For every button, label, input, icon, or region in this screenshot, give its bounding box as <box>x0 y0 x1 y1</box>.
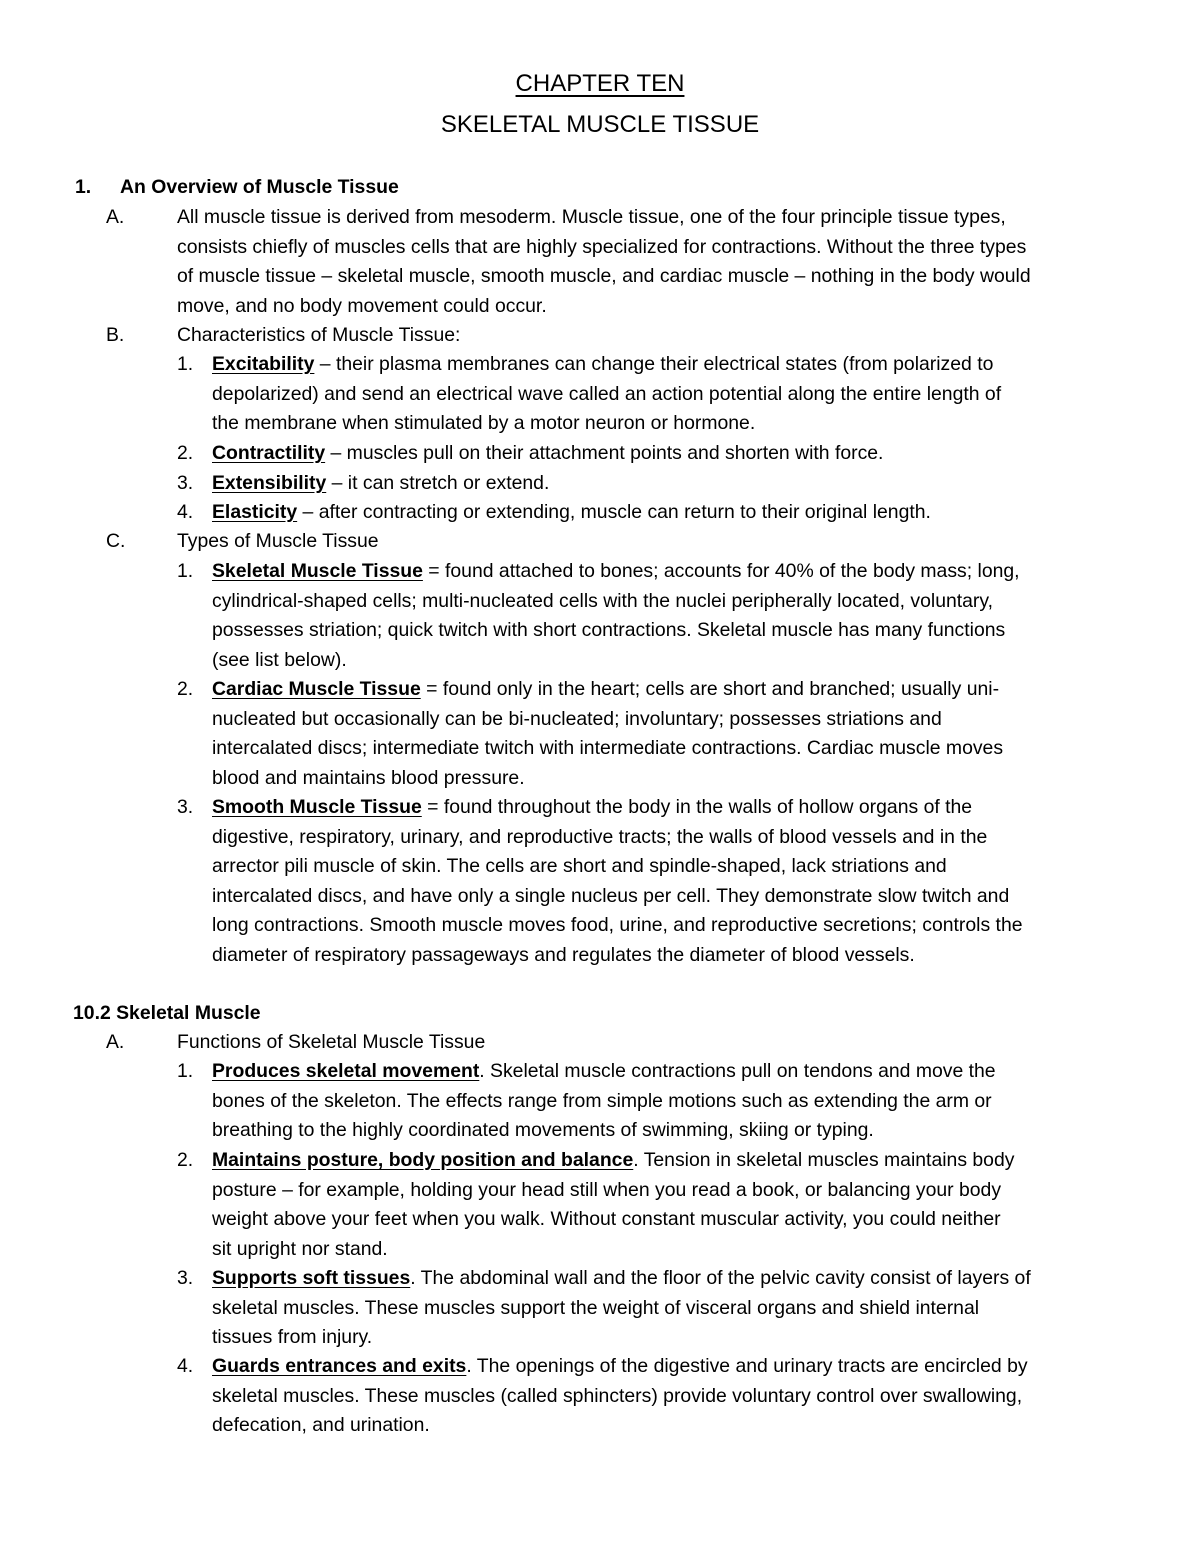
term: Produces skeletal movement <box>212 1060 480 1082</box>
list-number: 2. <box>177 1149 194 1171</box>
term: Elasticity <box>212 501 298 523</box>
text-line: diameter of respiratory passageways and regulates the diameter of blood vessels. <box>212 943 915 966</box>
section-heading: An Overview of Muscle Tissue <box>120 176 399 198</box>
list-item-text <box>212 1352 1028 1441</box>
definition: – after contracting or extending, muscle can return to their original length. <box>297 501 931 523</box>
definition: = found throughout the body in the walls of hollow organs of the <box>421 796 973 818</box>
text-line: All muscle tissue is derived from mesoderm. Muscle tissue, one of the four principle tissue types, <box>177 206 1006 228</box>
section-number: 1. <box>75 176 92 198</box>
text-line: intercalated discs, and have only a single nucleus per cell. They demonstrate slow twitch and <box>212 884 1010 907</box>
text-line: breathing to the highly coordinated movements of swimming, skiing or typing. <box>212 1119 874 1141</box>
outline-letter: B. <box>106 324 125 346</box>
text-line: blood and maintains blood pressure. <box>212 766 525 789</box>
text-line: depolarized) and send an electrical wave called an action potential along the entire length of <box>212 382 1002 405</box>
list-item-text <box>212 557 1020 675</box>
text-line: skeletal muscles. These muscles support the weight of visceral organs and shield internal <box>212 1296 980 1319</box>
list-number: 2. <box>177 442 194 464</box>
term: Smooth Muscle Tissue <box>212 796 422 818</box>
text-line: skeletal muscles. These muscles (called sphincters) provide voluntary control over swallowing, <box>212 1384 1023 1407</box>
definition: . The openings of the digestive and urinary tracts are encircled by <box>466 1355 1028 1377</box>
text-line: consists chiefly of muscles cells that are highly specialized for contractions. Without the three types <box>177 235 1027 258</box>
list-item-text <box>212 350 1001 439</box>
list-number: 4. <box>177 1355 194 1377</box>
text-line: weight above your feet when you walk. Without constant muscular activity, you could neither <box>212 1208 1001 1230</box>
term: Supports soft tissues <box>212 1267 411 1289</box>
outline-letter: A. <box>106 1031 125 1053</box>
list-item-text <box>212 439 883 469</box>
subsection-heading: Types of Muscle Tissue <box>177 530 379 552</box>
text-line: sit upright nor stand. <box>212 1237 388 1260</box>
text-line: move, and no body movement could occur. <box>177 294 547 317</box>
definition: . The abdominal wall and the floor of the pelvic cavity consist of layers of <box>410 1267 1031 1289</box>
text-line: defecation, and urination. <box>212 1414 430 1436</box>
list-item-text <box>212 675 1003 793</box>
definition: = found attached to bones; accounts for 40% of the body mass; long, <box>422 560 1020 582</box>
definition: – it can stretch or extend. <box>326 472 550 494</box>
text-line: nucleated but occasionally can be bi-nucleated; involuntary; possesses striations and <box>212 707 942 730</box>
list-number: 2. <box>177 678 194 700</box>
paragraph <box>177 203 1031 321</box>
text-line: tissues from injury. <box>212 1326 373 1348</box>
list-item-text <box>212 1146 1014 1264</box>
text-line: bones of the skeleton. The effects range from simple motions such as extending the arm or <box>212 1089 992 1112</box>
list-item-text <box>212 469 549 499</box>
text-line: (see list below). <box>212 648 347 671</box>
text-line: posture – for example, holding your head still when you read a book, or balancing your body <box>212 1178 1002 1201</box>
list-number: 3. <box>177 796 194 818</box>
list-number: 1. <box>177 353 194 375</box>
term: Skeletal Muscle Tissue <box>212 560 423 582</box>
subsection-heading: Functions of Skeletal Muscle Tissue <box>177 1031 486 1053</box>
list-number: 1. <box>177 560 194 582</box>
text-line: possesses striation; quick twitch with short contractions. Skeletal muscle has many functions <box>212 619 1006 641</box>
chapter-subtitle: SKELETAL MUSCLE TISSUE <box>440 111 760 138</box>
list-number: 1. <box>177 1060 194 1082</box>
list-number: 3. <box>177 1267 194 1289</box>
term: Excitability <box>212 353 315 375</box>
outline-letter: C. <box>106 530 126 552</box>
list-item-text <box>212 1264 1031 1353</box>
text-line: digestive, respiratory, urinary, and reproductive tracts; the walls of blood vessels and in the <box>212 825 988 848</box>
text-line: the membrane when stimulated by a motor neuron or hormone. <box>212 412 756 434</box>
definition: . Tension in skeletal muscles maintains body <box>633 1149 1015 1171</box>
text-line: of muscle tissue – skeletal muscle, smooth muscle, and cardiac muscle – nothing in the body would <box>177 265 1031 287</box>
definition: . Skeletal muscle contractions pull on tendons and move the <box>479 1060 996 1082</box>
list-item-text <box>212 793 1023 970</box>
list-item-text <box>212 498 931 528</box>
outline-letter: A. <box>106 206 125 228</box>
term: Cardiac Muscle Tissue <box>212 678 421 700</box>
term: Guards entrances and exits <box>212 1355 467 1377</box>
list-number: 3. <box>177 472 194 494</box>
text-line: cylindrical-shaped cells; multi-nucleated cells with the nuclei peripherally located, voluntary, <box>212 589 994 612</box>
text-line: long contractions. Smooth muscle moves food, urine, and reproductive secretions; controls the <box>212 914 1023 936</box>
definition: – their plasma membranes can change their electrical states (from polarized to <box>314 353 994 375</box>
term: Extensibility <box>212 472 327 494</box>
text-line: intercalated discs; intermediate twitch with intermediate contractions. Cardiac muscle moves <box>212 737 1004 759</box>
list-item-text <box>212 1057 996 1146</box>
chapter-title: CHAPTER TEN <box>515 70 685 97</box>
text-line: arrector pili muscle of skin. The cells are short and spindle-shaped, lack striations and <box>212 855 947 877</box>
subsection-heading: Characteristics of Muscle Tissue: <box>177 324 461 346</box>
section2-heading: 10.2 Skeletal Muscle <box>73 1002 261 1024</box>
definition: = found only in the heart; cells are short and branched; usually uni- <box>420 678 1000 700</box>
term: Contractility <box>212 442 326 464</box>
list-number: 4. <box>177 501 194 523</box>
definition: – muscles pull on their attachment points and shorten with force. <box>325 442 884 464</box>
term: Maintains posture, body position and balance <box>212 1149 634 1171</box>
